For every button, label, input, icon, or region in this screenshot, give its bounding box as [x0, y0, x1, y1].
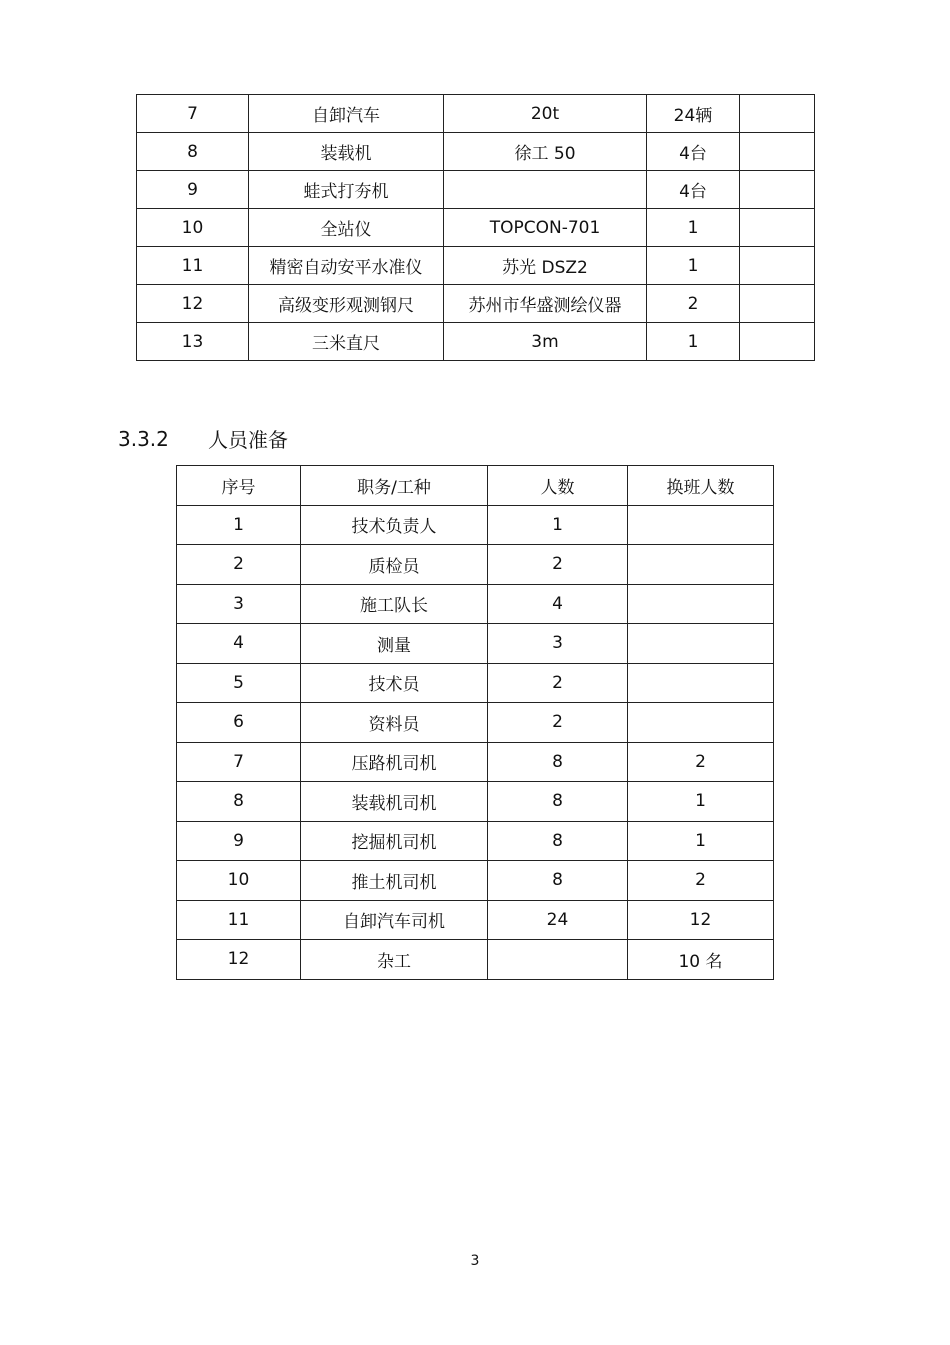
staff-seq: 3 — [177, 584, 301, 624]
staff-shift-count: 2 — [628, 742, 774, 782]
staff-shift-count: 2 — [628, 861, 774, 901]
equip-qty: 1 — [647, 247, 740, 285]
staff-role: 资料员 — [301, 703, 488, 743]
staff-shift-count — [628, 703, 774, 743]
table-row — [177, 703, 774, 743]
equip-spec: 20t — [444, 95, 647, 133]
table-row — [177, 782, 774, 822]
header-shift-count: 换班人数 — [628, 466, 774, 506]
staff-role: 质检员 — [301, 545, 488, 585]
equip-note — [740, 171, 815, 209]
equip-name: 蛙式打夯机 — [249, 171, 444, 209]
header-seq: 序号 — [177, 466, 301, 506]
staff-role: 压路机司机 — [301, 742, 488, 782]
equip-spec: TOPCON-701 — [444, 209, 647, 247]
equip-seq: 9 — [137, 171, 249, 209]
staff-role: 自卸汽车司机 — [301, 900, 488, 940]
equip-seq: 10 — [137, 209, 249, 247]
table-row — [137, 285, 815, 323]
staff-count: 8 — [488, 821, 628, 861]
staff-shift-count: 10 名 — [628, 940, 774, 980]
header-role: 职务/工种 — [301, 466, 488, 506]
table-row — [137, 247, 815, 285]
staff-seq: 2 — [177, 545, 301, 585]
staff-count: 2 — [488, 545, 628, 585]
staff-shift-count — [628, 545, 774, 585]
equip-qty: 24辆 — [647, 95, 740, 133]
equip-name: 三米直尺 — [249, 323, 444, 361]
staff-role: 技术负责人 — [301, 505, 488, 545]
table-row — [177, 545, 774, 585]
equip-qty: 4台 — [647, 133, 740, 171]
section-title: 人员准备 — [208, 428, 288, 452]
staff-seq: 1 — [177, 505, 301, 545]
table-row — [177, 861, 774, 901]
table-row — [177, 663, 774, 703]
staff-count: 3 — [488, 624, 628, 664]
equip-seq: 12 — [137, 285, 249, 323]
equip-qty: 1 — [647, 323, 740, 361]
equip-note — [740, 95, 815, 133]
equip-spec: 苏光 DSZ2 — [444, 247, 647, 285]
staff-seq: 4 — [177, 624, 301, 664]
staff-count: 24 — [488, 900, 628, 940]
staff-role: 装载机司机 — [301, 782, 488, 822]
equip-spec — [444, 171, 647, 209]
equip-note — [740, 285, 815, 323]
staff-shift-count — [628, 624, 774, 664]
equip-seq: 7 — [137, 95, 249, 133]
staff-count — [488, 940, 628, 980]
equip-spec: 3m — [444, 323, 647, 361]
staff-role: 杂工 — [301, 940, 488, 980]
table-row — [137, 209, 815, 247]
table-row — [137, 171, 815, 209]
staff-seq: 12 — [177, 940, 301, 980]
table-row — [177, 900, 774, 940]
equip-name: 装载机 — [249, 133, 444, 171]
equip-name: 全站仪 — [249, 209, 444, 247]
staff-seq: 8 — [177, 782, 301, 822]
staff-seq: 6 — [177, 703, 301, 743]
staff-shift-count — [628, 505, 774, 545]
staff-count: 8 — [488, 742, 628, 782]
section-number: 3.3.2 — [118, 426, 169, 451]
staff-count: 2 — [488, 663, 628, 703]
table-row — [177, 624, 774, 664]
equip-qty: 4台 — [647, 171, 740, 209]
table-row — [177, 940, 774, 980]
staff-seq: 5 — [177, 663, 301, 703]
table-row — [137, 95, 815, 133]
staff-count: 8 — [488, 782, 628, 822]
equipment-table — [136, 94, 815, 361]
staff-count: 8 — [488, 861, 628, 901]
equip-name: 精密自动安平水准仪 — [249, 247, 444, 285]
equip-spec: 苏州市华盛测绘仪器 — [444, 285, 647, 323]
table-row — [177, 584, 774, 624]
table-header-row — [177, 466, 774, 506]
staff-seq: 11 — [177, 900, 301, 940]
staff-shift-count: 1 — [628, 821, 774, 861]
equip-qty: 2 — [647, 285, 740, 323]
table-row — [137, 323, 815, 361]
table-row — [177, 505, 774, 545]
table-row — [177, 742, 774, 782]
staff-role: 技术员 — [301, 663, 488, 703]
equip-note — [740, 209, 815, 247]
equip-name: 自卸汽车 — [249, 95, 444, 133]
staff-shift-count: 1 — [628, 782, 774, 822]
equip-note — [740, 247, 815, 285]
staff-role: 测量 — [301, 624, 488, 664]
section-heading — [118, 424, 288, 453]
staff-seq: 7 — [177, 742, 301, 782]
equip-note — [740, 323, 815, 361]
table-row — [137, 133, 815, 171]
equip-note — [740, 133, 815, 171]
staff-count: 2 — [488, 703, 628, 743]
equip-name: 高级变形观测钢尺 — [249, 285, 444, 323]
staff-count: 1 — [488, 505, 628, 545]
equip-seq: 13 — [137, 323, 249, 361]
staff-seq: 9 — [177, 821, 301, 861]
header-count: 人数 — [488, 466, 628, 506]
staff-count: 4 — [488, 584, 628, 624]
staff-seq: 10 — [177, 861, 301, 901]
staff-role: 挖掘机司机 — [301, 821, 488, 861]
equip-spec: 徐工 50 — [444, 133, 647, 171]
table-row — [177, 821, 774, 861]
staff-shift-count: 12 — [628, 900, 774, 940]
staff-shift-count — [628, 584, 774, 624]
equip-seq: 8 — [137, 133, 249, 171]
equip-qty: 1 — [647, 209, 740, 247]
staff-table — [176, 465, 774, 980]
page-number: 3 — [470, 1253, 480, 1269]
staff-role: 推土机司机 — [301, 861, 488, 901]
staff-role: 施工队长 — [301, 584, 488, 624]
equip-seq: 11 — [137, 247, 249, 285]
staff-shift-count — [628, 663, 774, 703]
